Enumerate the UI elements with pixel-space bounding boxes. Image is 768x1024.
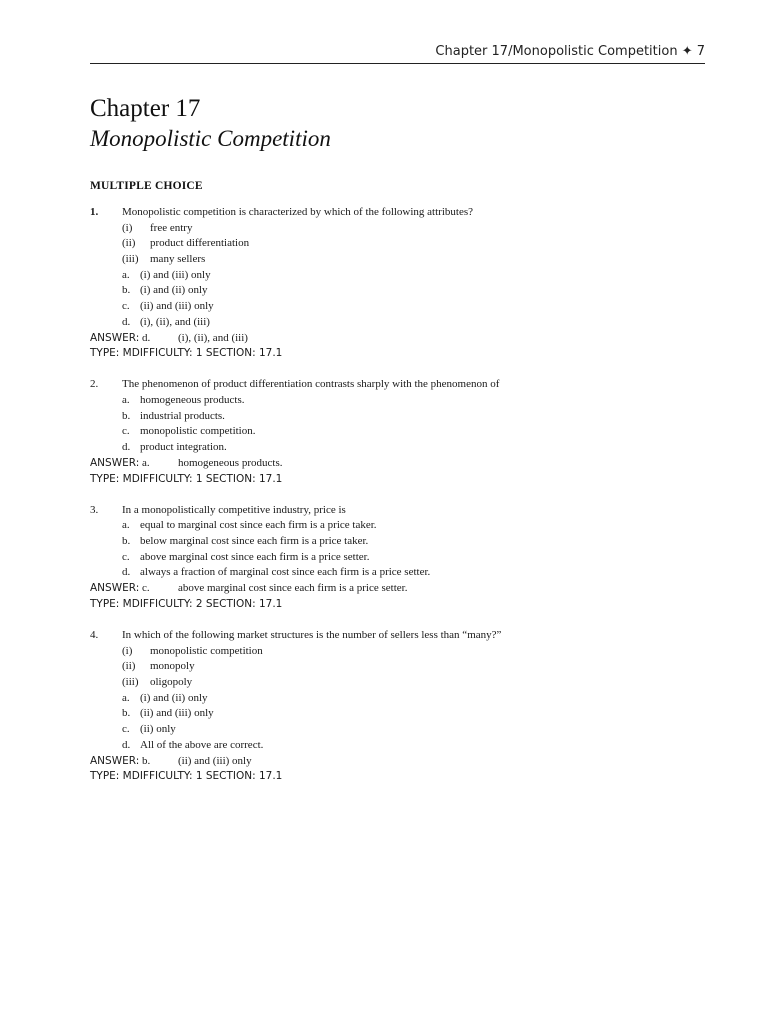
choice-text: (i) and (ii) only	[140, 284, 208, 297]
question-2	[90, 377, 710, 487]
choice-text: below marginal cost since each firm is a price taker.	[140, 535, 369, 548]
question-number: 4.	[90, 629, 99, 641]
running-header: Chapter 17/Monopolistic Competition ✦ 7	[435, 44, 705, 59]
choice-item	[90, 299, 710, 315]
choice-letter: b.	[122, 409, 131, 422]
choice-item	[90, 534, 710, 550]
choice-item	[90, 518, 710, 534]
answer-line	[90, 456, 710, 472]
question-stem	[90, 205, 710, 221]
choice-text: industrial products.	[140, 409, 225, 422]
roman-item	[90, 221, 710, 237]
choice-text: always a fraction of marginal cost since each firm is a price setter.	[140, 566, 431, 579]
answer-letter: b.	[141, 754, 151, 767]
choice-letter: c.	[122, 723, 130, 736]
choice-text: (ii) and (iii) only	[140, 707, 214, 720]
roman-numeral: (i)	[122, 644, 133, 657]
question-meta: TYPE: MDIFFICULTY: 2 SECTION: 17.1	[90, 597, 283, 610]
choice-item	[90, 440, 710, 456]
choice-letter: c.	[122, 425, 130, 438]
answer-line	[90, 581, 710, 597]
roman-numeral: (ii)	[122, 660, 136, 673]
choice-letter: c.	[122, 550, 130, 563]
question-stem	[90, 377, 710, 393]
choice-text: homogeneous products.	[140, 394, 245, 407]
choice-text: (i), (ii), and (iii)	[140, 315, 210, 328]
choice-item	[90, 283, 710, 299]
chapter-subtitle: Monopolistic Competition	[90, 126, 331, 151]
choice-letter: d.	[122, 566, 131, 579]
answer-label: ANSWER:	[90, 331, 140, 344]
roman-text: oligopoly	[150, 676, 193, 689]
answer-text: homogeneous products.	[177, 456, 283, 469]
choice-letter: a.	[122, 691, 130, 704]
choice-letter: b.	[122, 707, 131, 720]
choice-text: equal to marginal cost since each firm is a price taker.	[140, 519, 377, 532]
choice-text: (i) and (ii) only	[140, 691, 208, 704]
choice-item	[90, 738, 710, 754]
answer-label: ANSWER:	[90, 456, 140, 469]
choice-item	[90, 565, 710, 581]
choice-item	[90, 691, 710, 707]
choice-letter: c.	[122, 300, 130, 313]
choice-text: (ii) and (iii) only	[140, 300, 214, 313]
choice-item	[90, 706, 710, 722]
roman-item	[90, 236, 710, 252]
roman-numeral: (iii)	[122, 253, 139, 266]
roman-item	[90, 675, 710, 691]
question-meta: TYPE: MDIFFICULTY: 1 SECTION: 17.1	[90, 472, 283, 485]
roman-item	[90, 252, 710, 268]
question-meta: TYPE: MDIFFICULTY: 1 SECTION: 17.1	[90, 347, 283, 360]
question-number: 3.	[90, 503, 99, 516]
choice-item	[90, 393, 710, 409]
answer-letter: c.	[141, 582, 150, 595]
choice-letter: d.	[122, 738, 131, 751]
question-text: In a monopolistically competitive industry, price is	[122, 503, 346, 516]
question-text: The phenomenon of product differentiation contrasts sharply with the phenomenon of	[122, 378, 500, 391]
roman-text: free entry	[150, 221, 193, 234]
choice-item	[90, 315, 710, 331]
roman-item	[90, 644, 710, 660]
chapter-title: Chapter 17	[90, 95, 201, 122]
answer-line	[90, 331, 710, 347]
choice-letter: a.	[122, 519, 130, 532]
choice-item	[90, 424, 710, 440]
question-text: In which of the following market structures is the number of sellers less than “many?”	[122, 629, 502, 641]
answer-label: ANSWER:	[90, 582, 140, 595]
roman-numeral: (ii)	[122, 237, 136, 250]
choice-text: (i) and (iii) only	[140, 268, 211, 281]
question-3	[90, 503, 710, 613]
choice-item	[90, 268, 710, 284]
answer-label: ANSWER:	[90, 754, 140, 767]
roman-text: many sellers	[150, 253, 206, 266]
question-text: Monopolistic competition is characterized by which of the following attributes?	[122, 206, 473, 218]
roman-text: monopolistic competition	[150, 644, 263, 657]
question-1	[90, 205, 710, 362]
roman-text: monopoly	[150, 660, 195, 673]
answer-text: above marginal cost since each firm is a price setter.	[177, 582, 408, 595]
question-number: 2.	[90, 378, 99, 391]
header-rule	[90, 63, 705, 64]
choice-letter: d.	[122, 441, 131, 454]
question-number: 1.	[90, 206, 99, 218]
choice-text: (ii) only	[140, 723, 176, 736]
question-4	[90, 628, 710, 785]
choice-letter: b.	[122, 535, 131, 548]
section-heading: MULTIPLE CHOICE	[90, 180, 203, 192]
answer-line	[90, 754, 710, 770]
answer-letter: d.	[141, 331, 151, 344]
answer-text: (i), (ii), and (iii)	[177, 331, 248, 344]
choice-letter: a.	[122, 394, 130, 407]
choice-text: product integration.	[140, 441, 227, 454]
choice-item	[90, 409, 710, 425]
roman-item	[90, 659, 710, 675]
answer-letter: a.	[141, 456, 150, 469]
choice-item	[90, 722, 710, 738]
choice-letter: b.	[122, 284, 131, 297]
answer-text: (ii) and (iii) only	[177, 754, 252, 767]
roman-text: product differentiation	[150, 237, 250, 250]
question-stem	[90, 628, 710, 644]
choice-text: above marginal cost since each firm is a price setter.	[140, 550, 370, 563]
roman-numeral: (iii)	[122, 676, 139, 689]
choice-text: All of the above are correct.	[140, 738, 264, 751]
question-stem	[90, 503, 710, 519]
question-list	[90, 205, 710, 800]
choice-text: monopolistic competition.	[140, 425, 256, 438]
question-meta: TYPE: MDIFFICULTY: 1 SECTION: 17.1	[90, 770, 283, 783]
choice-item	[90, 550, 710, 566]
roman-numeral: (i)	[122, 221, 133, 234]
choice-letter: a.	[122, 268, 130, 281]
choice-letter: d.	[122, 315, 131, 328]
